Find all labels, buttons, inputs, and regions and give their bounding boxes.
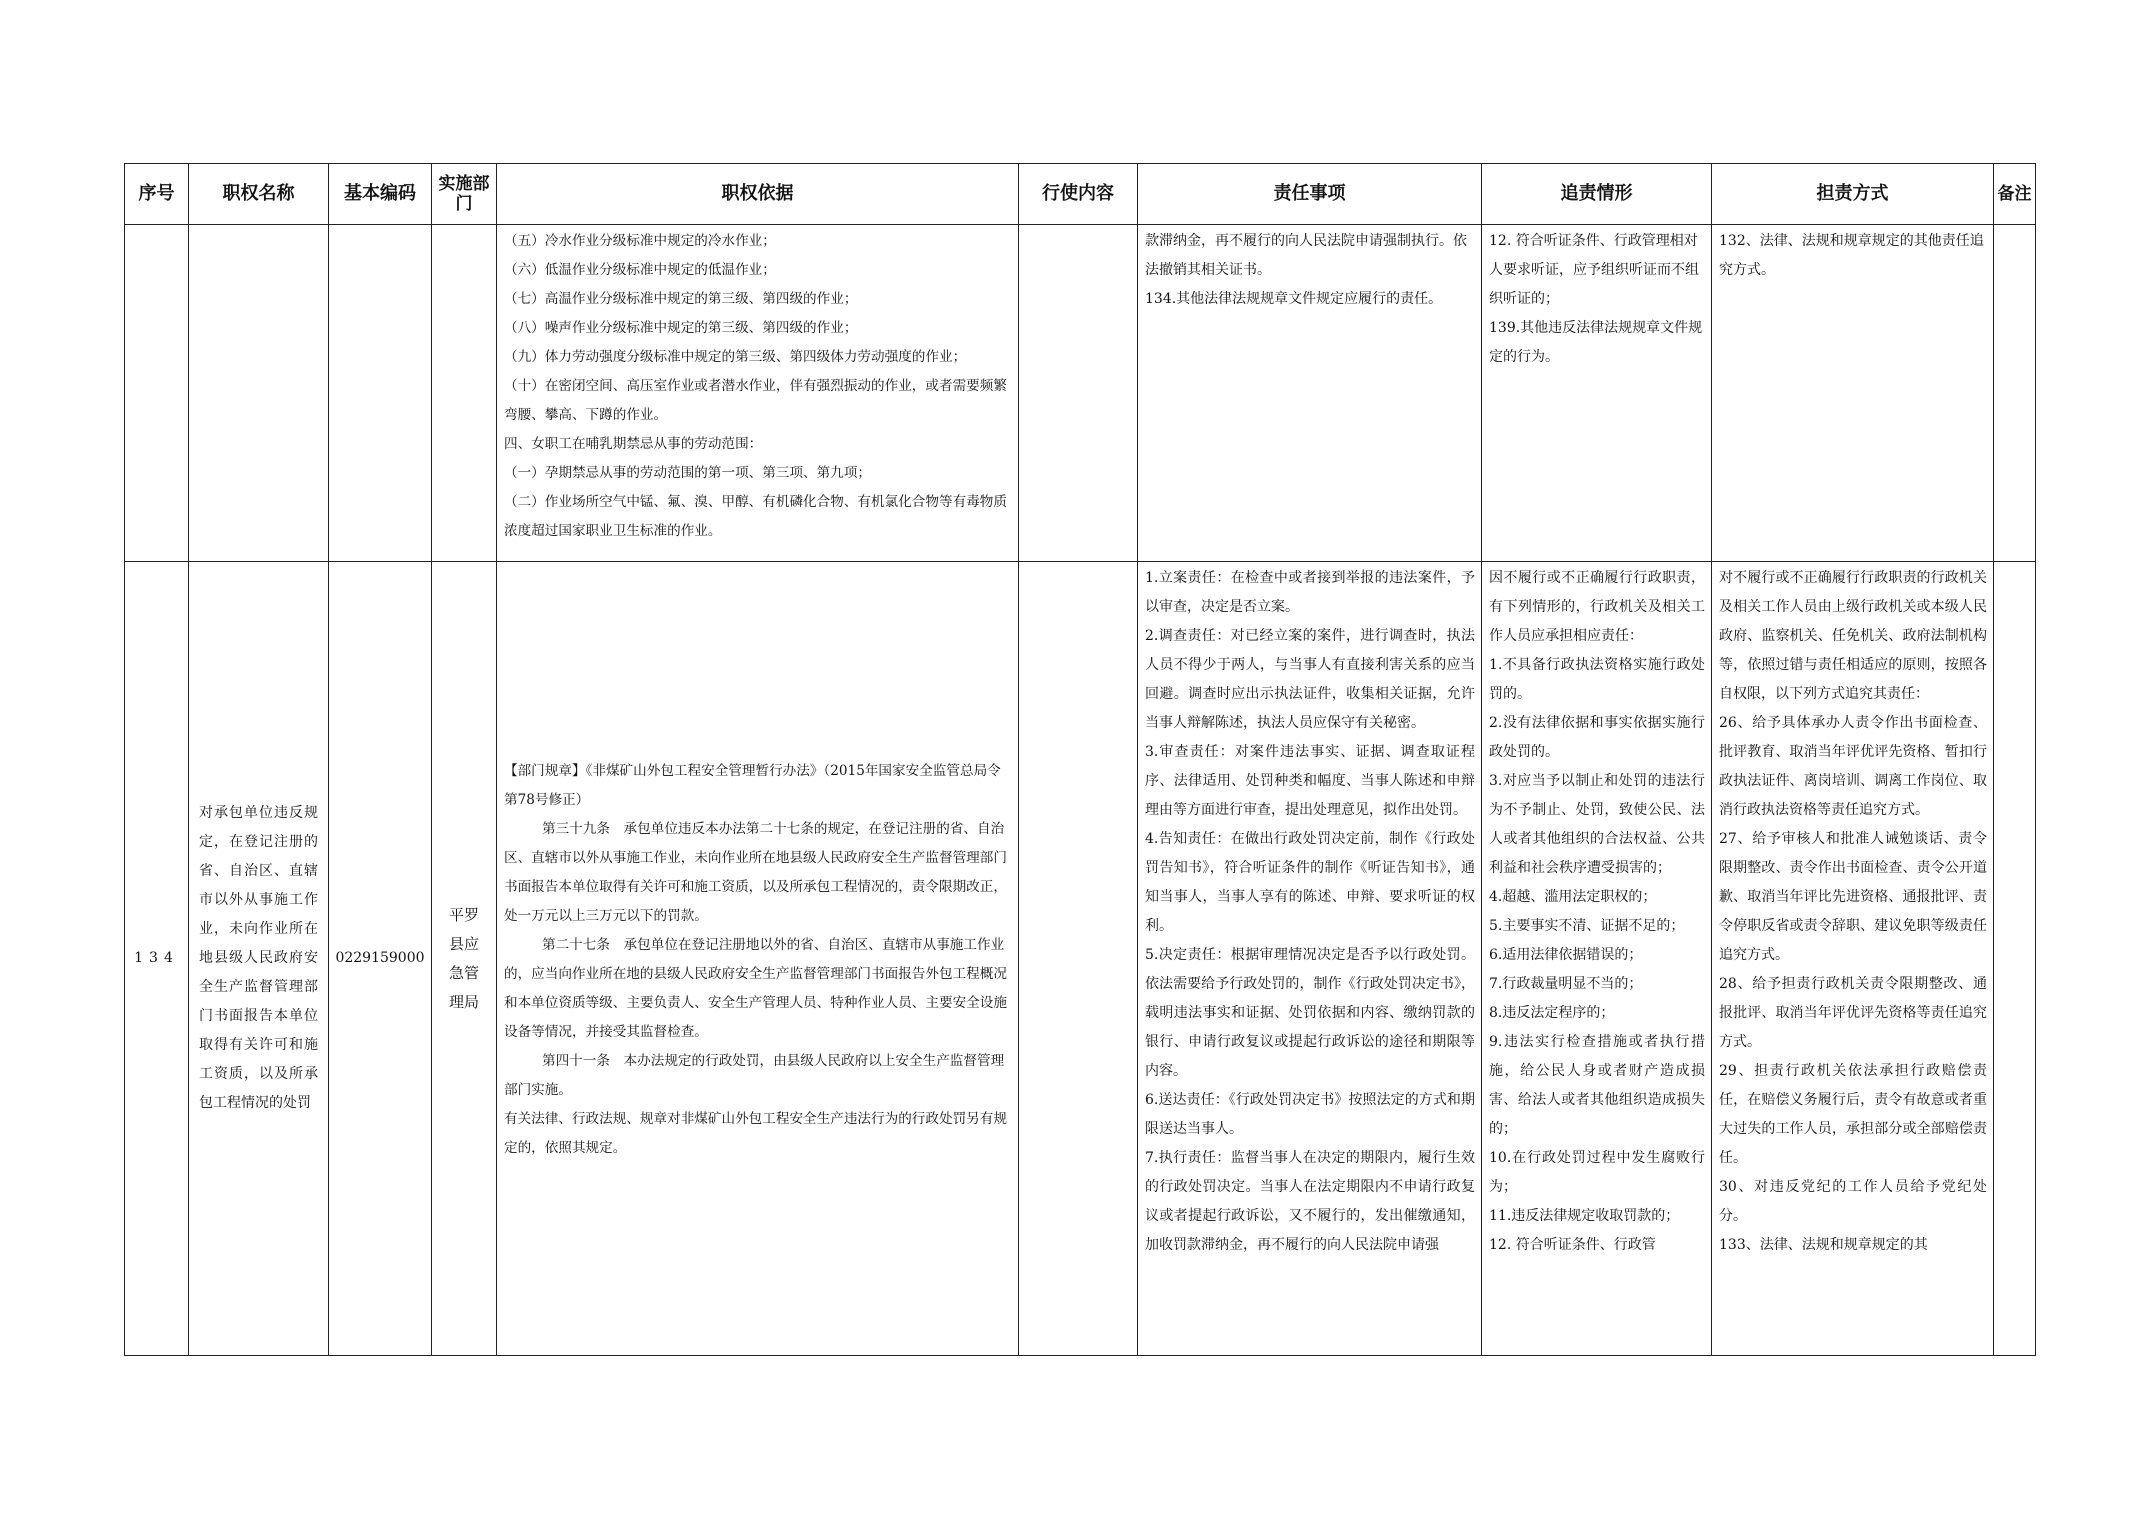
basis-line: （一）孕期禁忌从事的劳动范围的第一项、第三项、第九项； (504, 465, 872, 481)
cell-name (189, 562, 329, 1356)
cell-content (1019, 562, 1138, 1356)
basis-line: （六）低温作业分级标准中规定的低温作业； (504, 262, 776, 278)
cell-responsibility-continued (1712, 225, 1994, 562)
accountability-text: 12. 符合听证条件、行政管理相对人要求听证，应予组织听证而不组织听证的； 139.其他违反法律法规规章文件规定的行为。 (1489, 233, 1703, 365)
cell-code (329, 562, 432, 1356)
basis-line: 四、女职工在哺乳期禁忌从事的劳动范围： (504, 436, 763, 452)
accountability-text: 因不履行或不正确履行行政职责，有下列情形的，行政机关及相关工作人员应承担相应责任： 1.不具备行政执法资格实施行政处罚的。 2.没有法律依据和事实依据实施行政处罚的。 3.对应当予以制止和处罚的违法行为不予制止、处罚，致使公民、法人或者其他组织的合法权益、公共利益和社会秩序遭受损害的； 4.超越、滥用法定职权的； 5.主要事实不清、证据不足的； 6.适用法律依据错误的； 7.行政裁量明显不当的； 8.违反法定程序的； 9.违法实行检查措施或者执行措施，给公民人身或者财产造成损害、给法人或者其他组织造成损失的； 10.在行政处罚过程中发生腐败行为； 11.违反法律规定收取罚款的； 12. 符合听证条件、行政管 (1489, 570, 1705, 1253)
basis-paragraph: 第二十七条 承包单位在登记注册地以外的省、自治区、直辖市从事施工作业的，应当向作业所在地的县级人民政府安全生产监督管理部门书面报告外包工程概况和本单位资质等级、主要负责人、安全生产管理人员、特种作业人员、主要安全设施设备等情况，并接受其监督检查。 (504, 936, 1007, 1040)
cell-basis (497, 562, 1019, 1356)
header-responsibility: 担责方式 (1712, 164, 1994, 225)
duty-text: 1.立案责任：在检查中或者接到举报的违法案件，予以审查，决定是否立案。 2.调查责任：对已经立案的案件，进行调查时，执法人员不得少于两人，与当事人有直接利害关系的应当回避。调查时应出示执法证件，收集相关证据，允许当事人辩解陈述，执法人员应保守有关秘密。 3.审查责任：对案件违法事实、证据、调查取证程序、法律适用、处罚种类和幅度、当事人陈述和申辩理由等方面进行审查，提出处理意见，拟作出处罚。 4.告知责任：在做出行政处罚决定前，制作《行政处罚告知书》，符合听证条件的制作《听证告知书》，通知当事人，当事人享有的陈述、申辩、要求听证的权利。 5.决定责任：根据审理情况决定是否予以行政处罚。依法需要给予行政处罚的，制作《行政处罚决定书》，载明违法事实和证据、处罚依据和内容、缴纳罚款的银行、申请行政复议或提起行政诉讼的途径和期限等内容。 6.送达责任：《行政处罚决定书》按照法定的方式和期限送达当事人。 7.执行责任：监督当事人在决定的期限内，履行生效的行政处罚决定。当事人在法定期限内不申请行政复议或者提起行政诉讼，又不履行的，发出催缴通知，加收罚款滞纳金，再不履行的向人民法院申请强 (1145, 570, 1475, 1253)
basis-line: （五）冷水作业分级标准中规定的冷水作业； (504, 233, 776, 249)
cell-responsibility (1712, 562, 1994, 1356)
basis-lines (497, 225, 1018, 546)
cell-seq (125, 562, 189, 1356)
cell-name-empty (189, 225, 329, 562)
header-duty: 责任事项 (1138, 164, 1482, 225)
basis-paragraph: 第三十九条 承包单位违反本办法第二十七条的规定，在登记注册的省、自治区、直辖市以外从事施工作业，未向作业所在地县级人民政府安全生产监督管理部门书面报告本单位取得有关许可和施工资质，以及所承包工程情况的，责令限期改正，处一万元以上三万元以下的罚款。 (504, 820, 1007, 924)
header-name: 职权名称 (189, 164, 329, 225)
header-code: 基本编码 (329, 164, 432, 225)
header-content: 行使内容 (1019, 164, 1138, 225)
basis-line: （七）高温作业分级标准中规定的第三级、第四级的作业； (504, 291, 858, 307)
header-row (125, 164, 2036, 225)
powers-table (124, 163, 2036, 1356)
basis-paragraph: 【部门规章】《非煤矿山外包工程安全管理暂行办法》（2015年国家安全监管总局令第78号修正） (504, 762, 1001, 808)
basis-line: （九）体力劳动强度分级标准中规定的第三级、第四级体力劳动强度的作业； (504, 349, 967, 365)
cell-code-empty (329, 225, 432, 562)
header-accountability: 追责情形 (1482, 164, 1712, 225)
note-text (1994, 562, 2035, 564)
cell-accountability-continued (1482, 225, 1712, 562)
basis-line: （十）在密闭空间、高压室作业或者潜水作业，伴有强烈振动的作业，或者需要频繁弯腰、攀高、下蹲的作业。 (504, 378, 1007, 423)
header-dept: 实施部门 (432, 164, 497, 225)
cell-dept-empty (432, 225, 497, 562)
cell-basis-continued (497, 225, 1019, 562)
content-text (1019, 562, 1137, 564)
basis-line: （二）作业场所空气中锰、氟、溴、甲醇、有机磷化合物、有机氯化合物等有毒物质浓度超过国家职业卫生标准的作业。 (504, 494, 1007, 539)
power-code: 0229159000 (335, 950, 425, 966)
basis-line: （八）噪声作业分级标准中规定的第三级、第四级的作业； (504, 320, 858, 336)
cell-content-empty (1019, 225, 1138, 562)
responsibility-text: 对不履行或不正确履行行政职责的行政机关及相关工作人员由上级行政机关或本级人民政府、监察机关、任免机关、政府法制机构等，依照过错与责任相适应的原则，按照各自权限，以下列方式追究其责任： 26、给予具体承办人责令作出书面检查、批评教育、取消当年评优评先资格、暂扣行政执法证件、离岗培训、调离工作岗位、取消行政执法资格等责任追究方式。 27、给予审核人和批准人诫勉谈话、责令限期整改、责令作出书面检查、责令公开道歉、取消当年评比先进资格、通报批评、责令停职反省或责令辞职、建议免职等级责任追究方式。 28、给予担责行政机关责令限期整改、通报批评、取消当年评优评先资格等责任追究方式。 29、担责行政机关依法承担行政赔偿责任，在赔偿义务履行后，责令有故意或者重大过失的工作人员，承担部分或全部赔偿责任。 30、对违反党纪的工作人员给予党纪处分。 133、法律、法规和规章规定的其 (1719, 570, 1987, 1253)
responsibility-text: 132、法律、法规和规章规定的其他责任追究方式。 (1719, 233, 1984, 278)
table-row-continued (125, 225, 2036, 562)
seq-number: 134 (134, 950, 179, 966)
power-name: 对承包单位违反规定，在登记注册的省、自治区、直辖市以外从事施工作业，未向作业所在地县级人民政府安全生产监督管理部门书面报告本单位取得有关许可和施工资质，以及所承包工程情况的处罚 (199, 805, 318, 1111)
header-seq: 序号 (125, 164, 189, 225)
basis-paragraph: 第四十一条 本办法规定的行政处罚，由县级人民政府以上安全生产监督管理部门实施。 (504, 1052, 1005, 1098)
basis-paragraphs (497, 755, 1018, 1163)
dept-name: 平罗县应急管理局 (448, 905, 479, 1011)
table-row-134 (125, 562, 2036, 1356)
duty-text: 款滞纳金，再不履行的向人民法院申请强制执行。依法撤销其相关证书。 134.其他法律法规规章文件规定应履行的责任。 (1145, 233, 1467, 307)
cell-seq-empty (125, 225, 189, 562)
cell-note-empty (1994, 225, 2036, 562)
cell-note (1994, 562, 2036, 1356)
cell-duty (1138, 562, 1482, 1356)
header-note: 备注 (1994, 164, 2036, 225)
header-basis: 职权依据 (497, 164, 1019, 225)
basis-paragraph: 有关法律、行政法规、规章对非煤矿山外包工程安全生产违法行为的行政处罚另有规定的，依照其规定。 (504, 1110, 1007, 1156)
cell-dept (432, 562, 497, 1356)
cell-duty-continued (1138, 225, 1482, 562)
cell-accountability (1482, 562, 1712, 1356)
